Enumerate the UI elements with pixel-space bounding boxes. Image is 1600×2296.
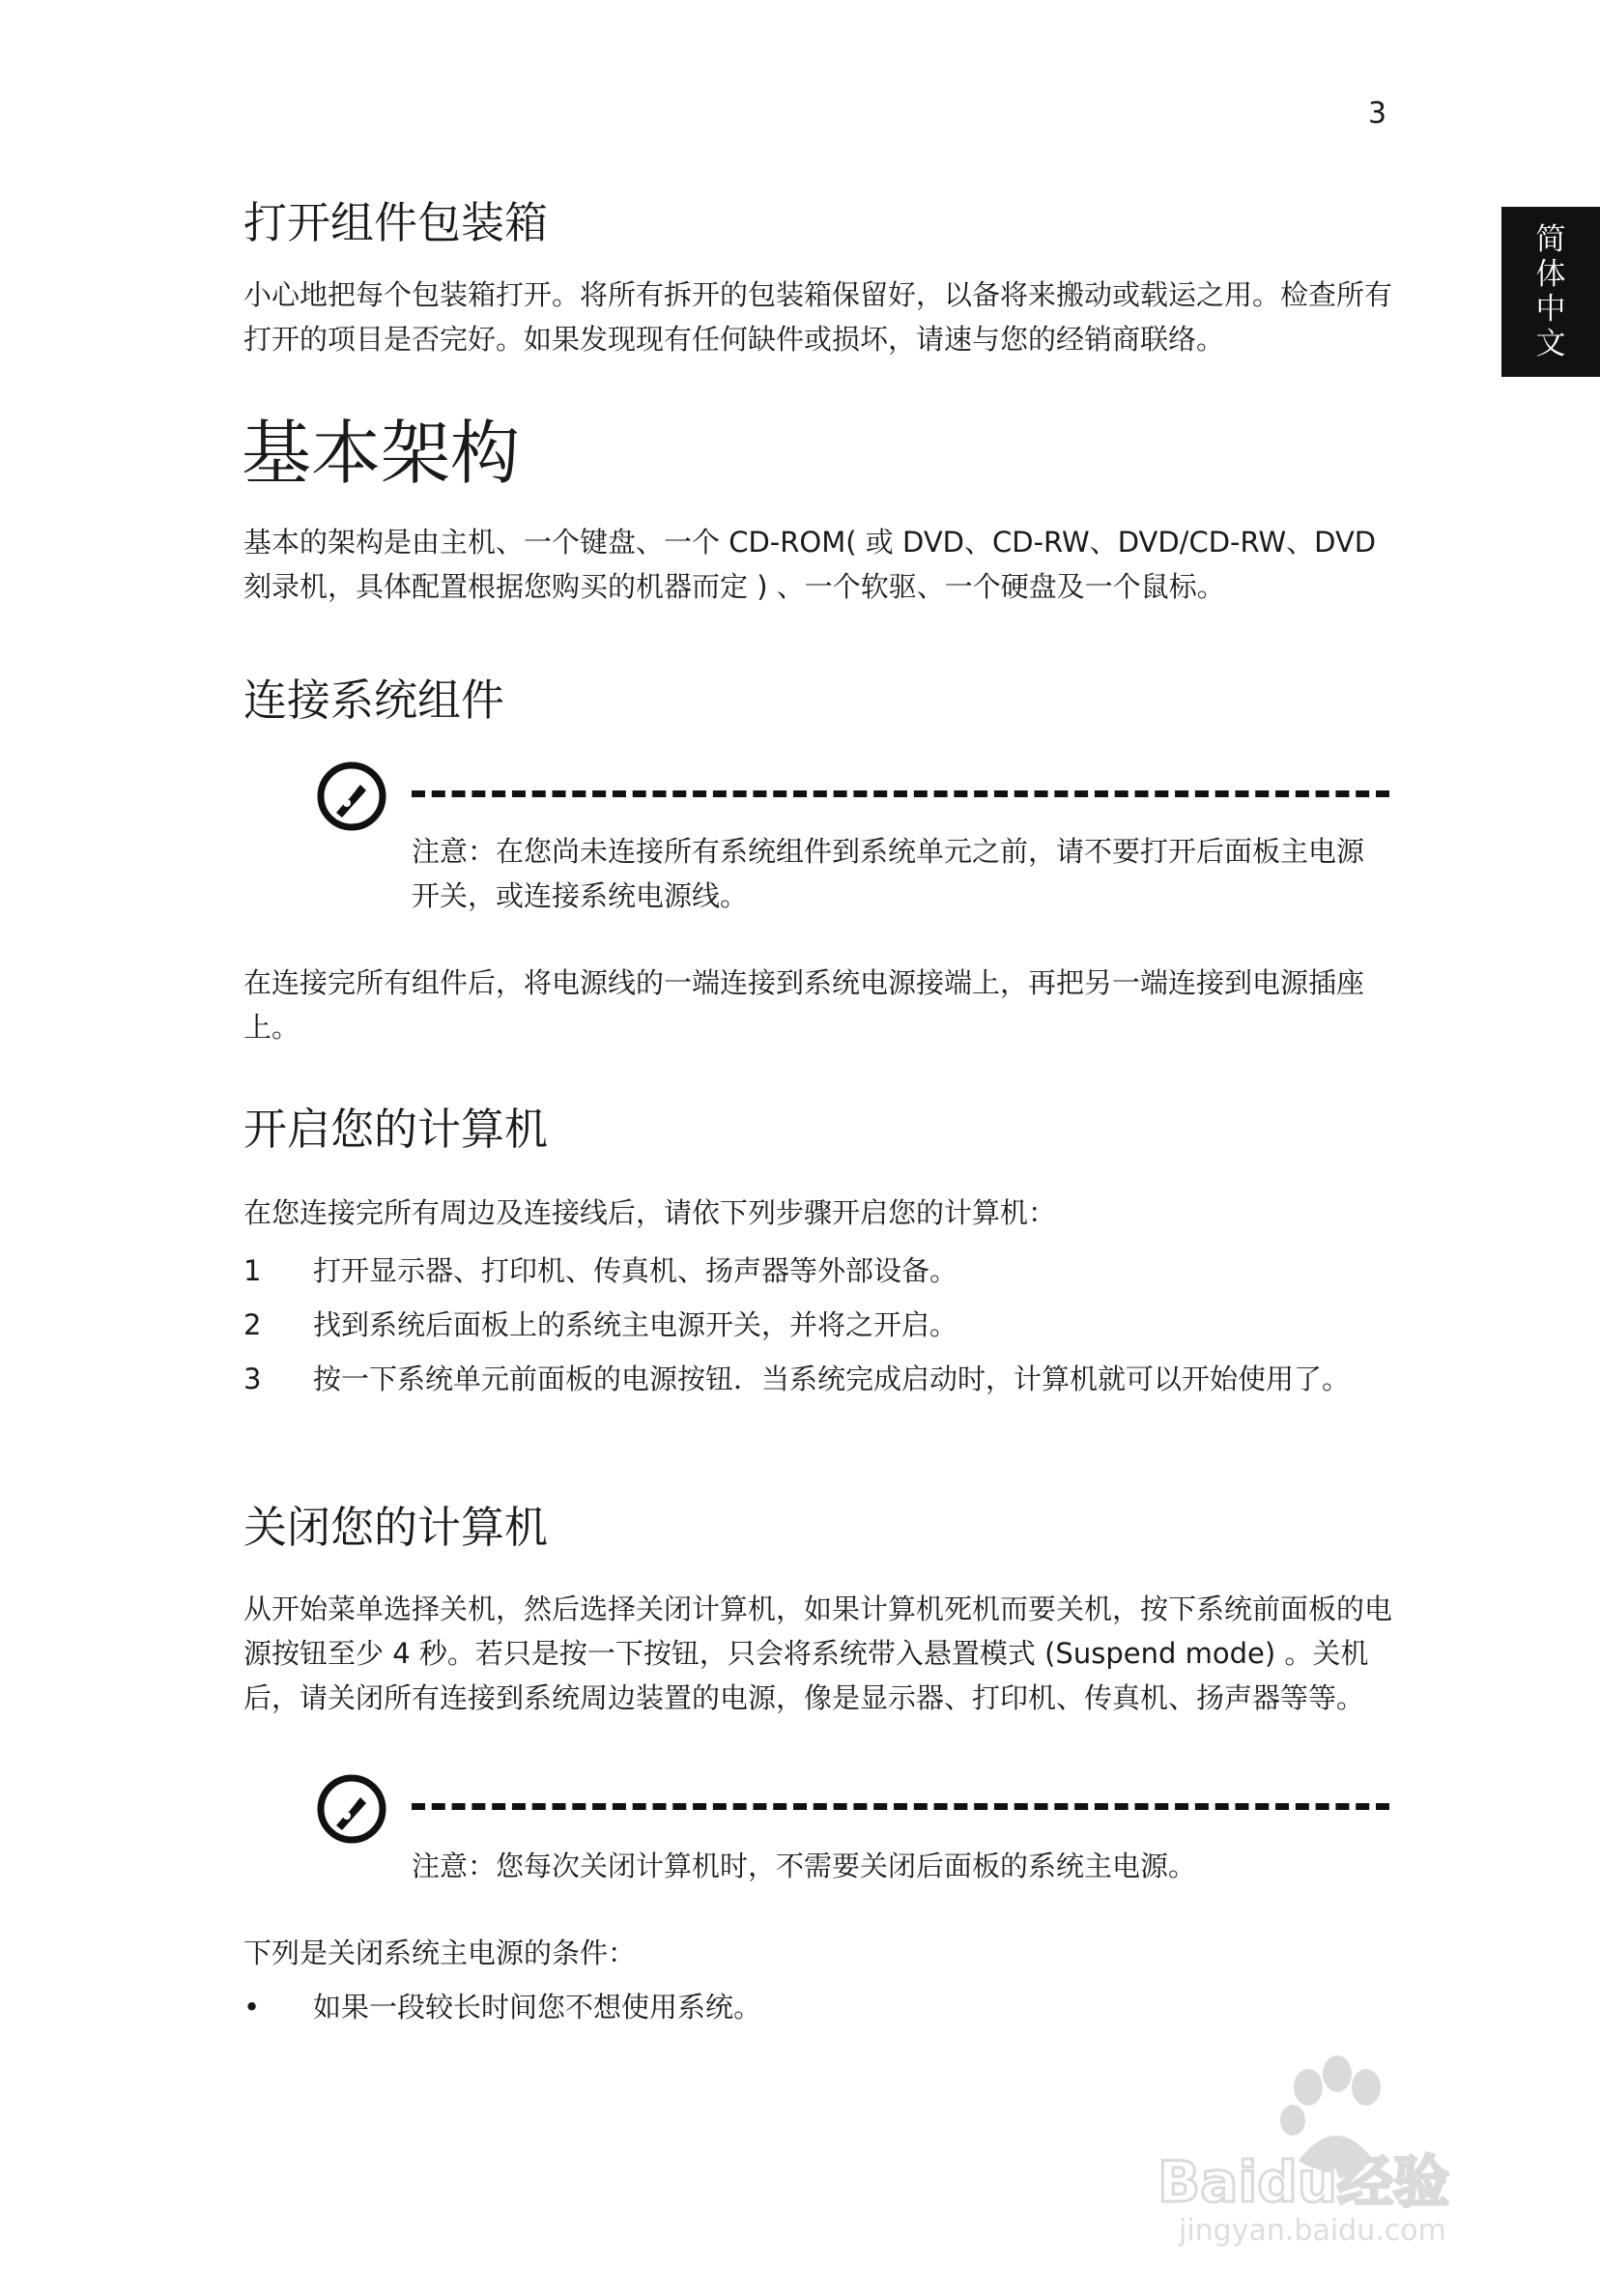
language-tab xyxy=(1501,207,1600,377)
list-item xyxy=(243,1357,1393,1401)
note-divider xyxy=(412,790,1389,797)
paragraph-power-off: 从开始菜单选择关机，然后选择关闭计算机，如果计算机死机而要关机，按下系统前面板的电源按钮至少 4 秒。若只是按一下按钮，只会将系统带入悬置模式 (Suspend mode) 。关机后，请关闭所有连接到系统周边装置的电源，像是显示器、打印机、传真机、扬声器等等。 xyxy=(243,1593,1393,1714)
note-power-off: 注意：您每次关闭计算机时，不需要关闭后面板的系统主电源。 xyxy=(412,1850,1197,1882)
language-tab-char: 文 xyxy=(1535,327,1566,361)
list-item xyxy=(243,1303,1393,1347)
heading-basic: 基本架构 xyxy=(242,413,521,494)
list-item-text: 打开显示器、打印机、传真机、扬声器等外部设备。 xyxy=(313,1254,958,1287)
paragraph-conditions-intro: 下列是关闭系统主电源的条件： xyxy=(243,1937,637,1969)
paragraph-unpack: 小心地把每个包装箱打开。将所有拆开的包装箱保留好，以备将来搬动或载运之用。检查所有打开的项目是否完好。如果发现现有任何缺件或损坏，请速与您的经销商联络。 xyxy=(243,278,1393,356)
bullet-mark: • xyxy=(243,1991,261,2023)
language-tab-char: 简 xyxy=(1535,222,1566,257)
list-item-text: 如果一段较长时间您不想使用系统。 xyxy=(313,1991,762,2023)
list-item-text: 按一下系统单元前面板的电源按钮．当系统完成启动时，计算机就可以开始使用了。 xyxy=(313,1363,1351,1395)
list-item xyxy=(243,1248,1393,1293)
list-item-number: 2 xyxy=(243,1308,262,1341)
language-tab-char: 中 xyxy=(1535,292,1566,327)
page-number: 3 xyxy=(1368,97,1387,130)
baidu-jingyan-watermark xyxy=(1129,2047,1515,2250)
list-item-number: 1 xyxy=(243,1254,262,1287)
heading-power-off: 关闭您的计算机 xyxy=(243,1502,549,1553)
note-pen-icon xyxy=(315,760,388,833)
note-connect: 注意：在您尚未连接所有系统组件到系统单元之前，请不要打开后面板主电源开关，或连接系统电源线。 xyxy=(412,835,1365,912)
heading-connect: 连接系统组件 xyxy=(243,674,505,726)
heading-power-on: 开启您的计算机 xyxy=(243,1104,549,1155)
list-item-text: 找到系统后面板上的系统主电源开关，并将之开启。 xyxy=(313,1308,958,1341)
paragraph-basic: 基本的架构是由主机、一个键盘、一个 CD-ROM( 或 DVD、CD-RW、DVD/CD-RW、DVD 刻录机，具体配置根据您购买的机器而定 ) 、一个软驱、一个硬盘及一个鼠标。 xyxy=(243,526,1377,603)
watermark-brand: Baidu经验 xyxy=(1157,2149,1450,2215)
note-pen-icon xyxy=(315,1772,388,1846)
paragraph-connect: 在连接完所有组件后，将电源线的一端连接到系统电源接端上，再把另一端连接到电源插座上。 xyxy=(243,966,1365,1044)
language-tab-char: 体 xyxy=(1535,257,1566,292)
watermark-url: jingyan.baidu.com xyxy=(1179,2214,1446,2248)
paragraph-power-on-intro: 在您连接完所有周边及连接线后，请依下列步骤开启您的计算机： xyxy=(243,1196,1057,1229)
list-item-number: 3 xyxy=(243,1363,262,1395)
note-divider xyxy=(412,1803,1389,1810)
heading-unpack: 打开组件包装箱 xyxy=(243,197,549,248)
list-item xyxy=(243,1985,1393,2029)
